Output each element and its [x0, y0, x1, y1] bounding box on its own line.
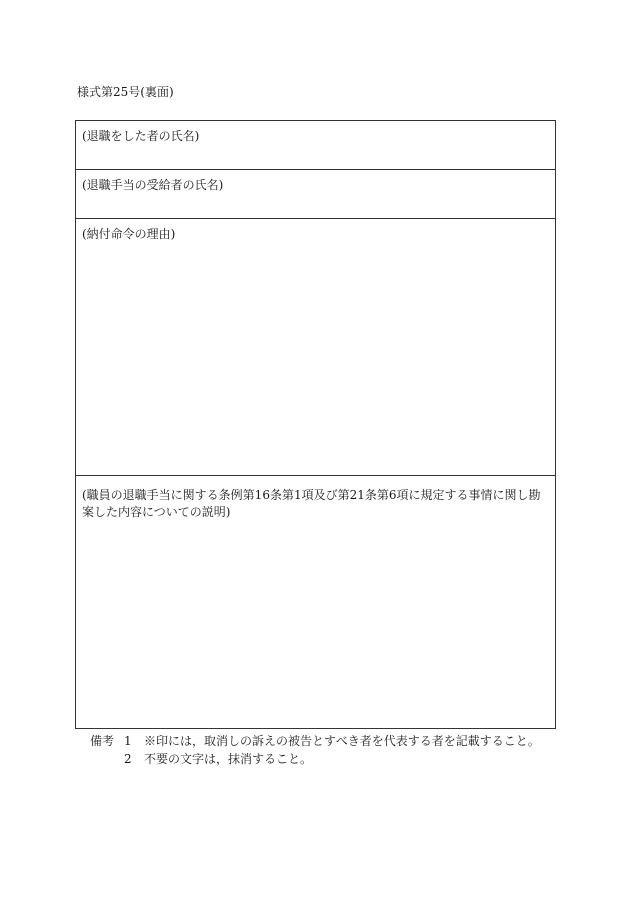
remark-row [90, 732, 540, 750]
considerations-explanation-field[interactable] [76, 476, 555, 728]
payment-order-reason-field[interactable] [76, 219, 555, 476]
remark-text: ※印には，取消しの訴えの被告とすべき者を代表する者を記載すること。 [144, 734, 540, 748]
considerations-explanation-label: (職員の退職手当に関する条例第16条第1項及び第21条第6項に規定する事情に関し勘案した内容についての説明) [82, 488, 541, 519]
payment-order-reason-label: (納付命令の理由) [82, 227, 176, 241]
remark-number: 2 [124, 752, 132, 766]
retiree-name-field[interactable] [76, 121, 555, 170]
remarks-heading: 備考 [90, 734, 115, 748]
remark-number: 1 [124, 734, 132, 748]
recipient-name-field[interactable] [76, 170, 555, 219]
remark-row [90, 750, 540, 768]
form-table [75, 120, 556, 729]
remark-text: 不要の文字は，抹消すること。 [144, 752, 313, 766]
recipient-name-label: (退職手当の受給者の氏名) [82, 178, 224, 192]
retiree-name-label: (退職をした者の氏名) [82, 129, 200, 143]
form-id: 様式第25号(裏面) [77, 85, 174, 99]
remarks [90, 732, 540, 768]
